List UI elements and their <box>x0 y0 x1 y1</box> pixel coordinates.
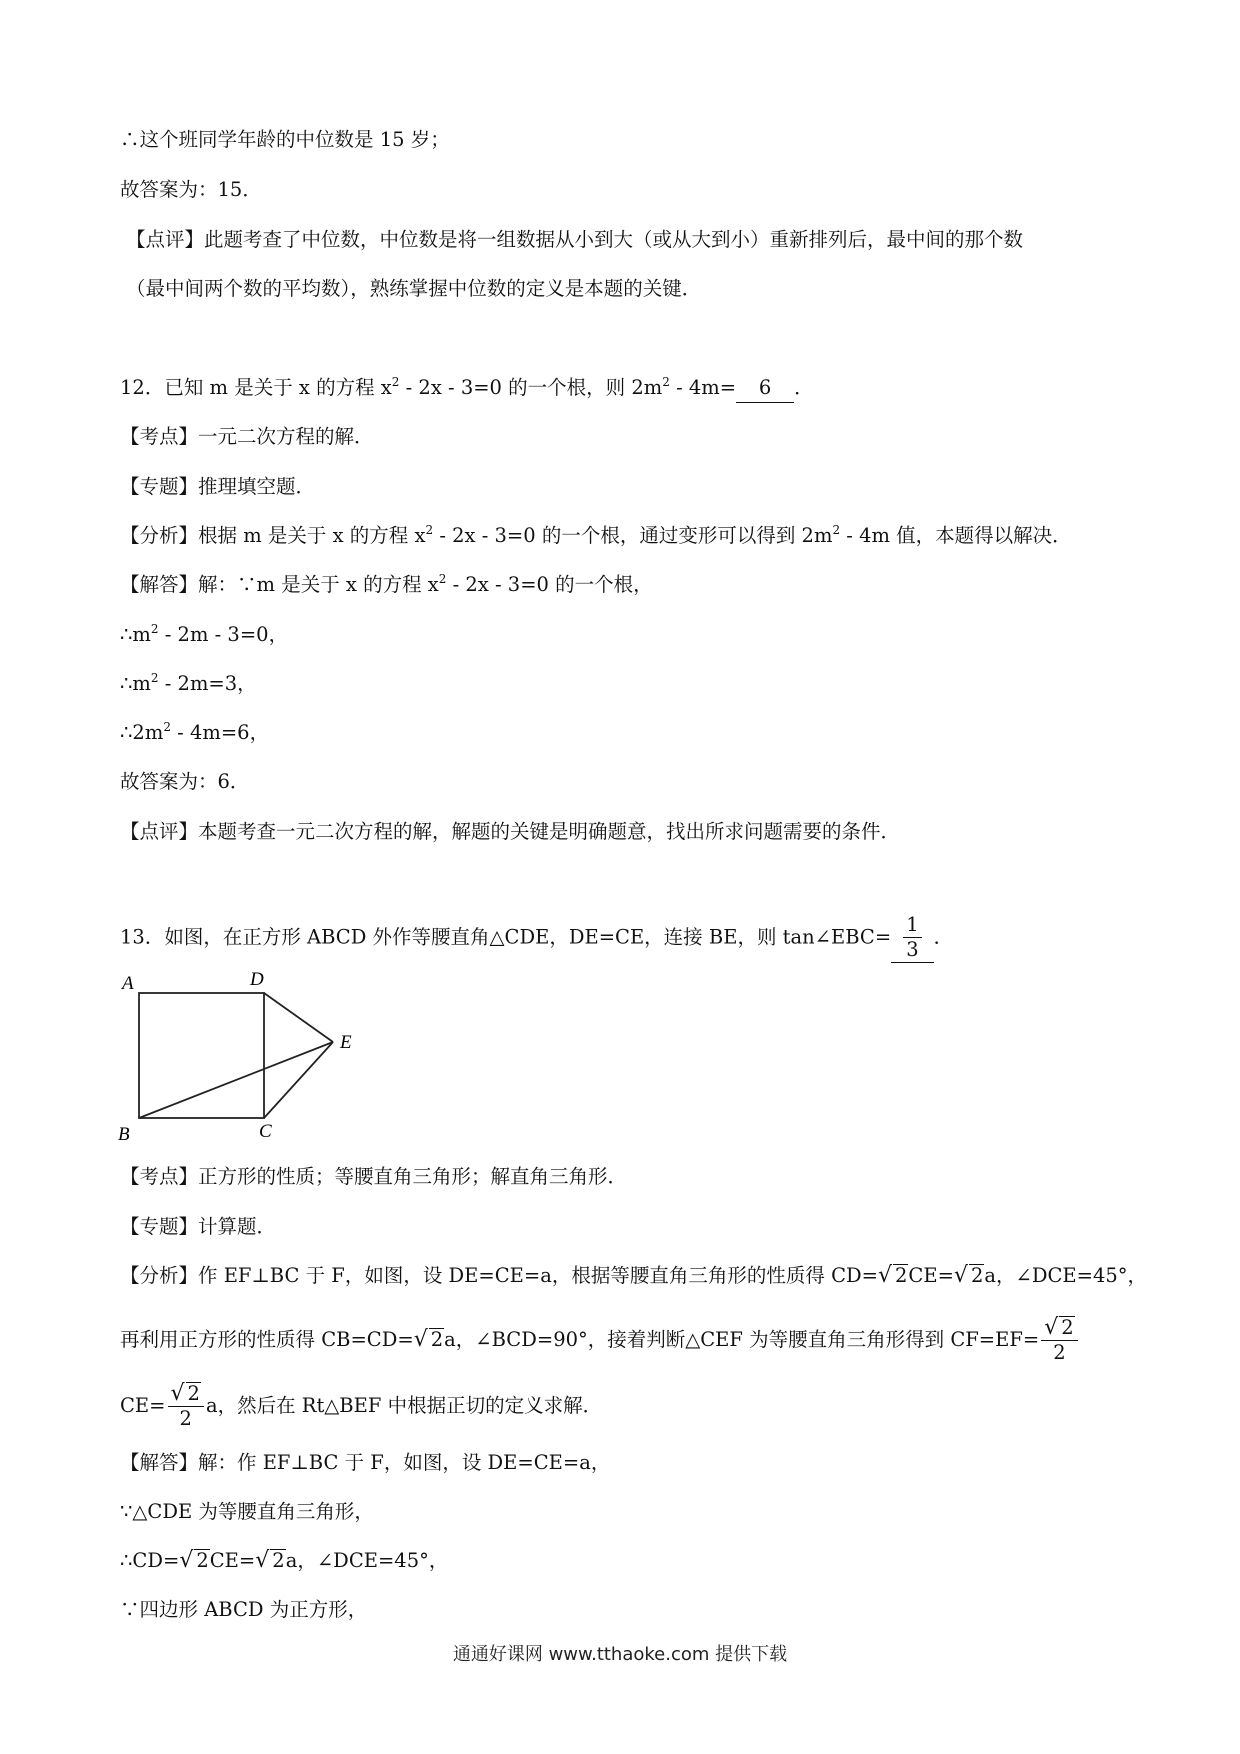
q11-answer-line: 故答案为：15． <box>120 178 262 201</box>
q13-analysis-line-1 <box>120 1262 1147 1290</box>
vertex-label-b: B <box>118 1124 130 1145</box>
q13-answer-blank <box>891 913 933 963</box>
q13-analysis-3b: a，然后在 Rt△BEF 中根据正切的定义求解． <box>205 1394 603 1417</box>
q12-answer: 故答案为：6． <box>120 770 250 793</box>
q13-kaodian: 【考点】正方形的性质；等腰直角三角形；解直角三角形． <box>120 1165 628 1188</box>
superscript: 2 <box>163 720 171 734</box>
superscript: 2 <box>425 523 434 537</box>
q12-answer-blank: 6 <box>736 374 794 403</box>
q12-step-1 <box>120 621 288 649</box>
q12-step-2 <box>120 670 257 698</box>
segment-de <box>264 993 333 1042</box>
q12-solution-a: 【解答】解：∵m 是关于 x 的方程 x <box>120 573 439 596</box>
q13-analysis-1b: CE= <box>908 1264 954 1287</box>
q12-step-3a: ∴2m <box>120 721 164 744</box>
q13-analysis-line-3 <box>120 1380 602 1432</box>
fraction-denominator: 2 <box>179 1407 192 1430</box>
sqrt-icon: √ <box>1044 1315 1059 1340</box>
q11-median-line: ∴这个班同学年龄的中位数是 15 岁； <box>120 128 450 151</box>
q12-solution-intro <box>120 571 653 599</box>
segment-ce <box>264 1042 333 1118</box>
q13-analysis-2a: 再利用正方形的性质得 CB=CD= <box>120 1328 414 1351</box>
sqrt-icon: √ <box>953 1263 968 1288</box>
radicand: 2 <box>895 1264 908 1287</box>
q12-analysis-a: 【分析】根据 m 是关于 x 的方程 x <box>120 524 426 547</box>
q12-stem-end: ． <box>794 376 814 399</box>
radicand: 2 <box>970 1264 984 1287</box>
q12-stem <box>120 374 814 403</box>
vertex-label-d: D <box>250 969 264 990</box>
q13-analysis-line-2 <box>120 1314 1080 1366</box>
q13-solution-3c: a，∠DCE=45°， <box>285 1549 449 1572</box>
square-abcd <box>139 993 264 1118</box>
radicand: 2 <box>272 1549 285 1572</box>
q12-step-2a: ∴m <box>120 672 151 695</box>
superscript: 2 <box>391 375 400 389</box>
geometry-diagram <box>112 965 372 1145</box>
superscript: 2 <box>438 572 447 586</box>
q12-stem-part-a: 12．已知 m 是关于 x 的方程 x <box>120 376 392 399</box>
radicand: 2 <box>187 1382 200 1405</box>
fraction-numerator: 1 <box>903 913 921 938</box>
sqrt-icon: √ <box>179 1548 194 1573</box>
q12-stem-part-c: - 4m= <box>669 376 737 399</box>
q13-analysis-3a: CE= <box>120 1394 166 1417</box>
square-triangle-figure <box>112 965 372 1149</box>
q13-analysis-1c: a，∠DCE=45°， <box>984 1264 1148 1287</box>
q12-analysis-b: - 2x - 3=0 的一个根，通过变形可以得到 2m <box>433 524 833 547</box>
fraction-denominator: 2 <box>1053 1341 1066 1364</box>
q12-step-1a: ∴m <box>120 623 151 646</box>
q12-solution-b: - 2x - 3=0 的一个根， <box>446 573 653 596</box>
superscript: 2 <box>150 671 159 685</box>
sqrt-icon: √ <box>877 1263 892 1288</box>
vertex-label-e: E <box>340 1032 352 1053</box>
page-footer: 通通好课网 www.tthaoke.com 提供下载 <box>452 1644 788 1665</box>
q12-stem-part-b: - 2x - 3=0 的一个根，则 2m <box>399 376 663 399</box>
q13-solution-3a: ∴CD= <box>120 1549 180 1572</box>
q13-solution-line-3 <box>120 1547 448 1575</box>
q12-step-3b: - 4m=6， <box>170 721 270 744</box>
sqrt-icon: √ <box>170 1381 185 1406</box>
fraction-sqrt2-over-2 <box>1041 1316 1077 1365</box>
q13-analysis-2b: a，∠BCD=90°，接着判断△CEF 为等腰直角三角形得到 CF=EF= <box>444 1328 1040 1351</box>
fraction-one-third <box>903 913 921 962</box>
q11-comment-line-1: 【点评】此题考查了中位数，中位数是将一组数据从小到大（或从大到小）重新排列后，最中间的那个数 <box>126 228 1024 251</box>
q12-step-1b: - 2m - 3=0， <box>158 623 289 646</box>
vertex-label-c: C <box>259 1121 272 1142</box>
q12-zhuanti: 【专题】推理填空题． <box>120 475 316 498</box>
q13-stem-end: ． <box>933 925 954 949</box>
q12-comment: 【点评】本题考查一元二次方程的解，解题的关键是明确题意，找出所求问题需要的条件． <box>120 820 901 843</box>
q13-solution-line-2: ∵△CDE 为等腰直角三角形， <box>120 1500 374 1523</box>
radicand: 2 <box>196 1549 209 1572</box>
fraction-denominator: 3 <box>906 938 919 961</box>
segment-be <box>139 1042 333 1118</box>
q13-analysis-1a: 【分析】作 EF⊥BC 于 F，如图，设 DE=CE=a，根据等腰直角三角形的性质得 CD= <box>120 1264 878 1287</box>
q13-stem-text: 13．如图，在正方形 ABCD 外作等腰直角△CDE，DE=CE，连接 BE，则 tan∠EBC= <box>120 925 892 949</box>
superscript: 2 <box>662 375 670 389</box>
fraction-numerator <box>168 1382 204 1407</box>
q11-comment-line-2: （最中间两个数的平均数），熟练掌握中位数的定义是本题的关键． <box>126 277 702 300</box>
superscript: 2 <box>832 523 841 537</box>
q12-kaodian: 【考点】一元二次方程的解． <box>120 425 374 448</box>
q13-zhuanti: 【专题】计算题． <box>120 1215 277 1238</box>
q13-solution-3b: CE= <box>209 1549 256 1572</box>
q13-solution-line-4: ∵四边形 ABCD 为正方形， <box>120 1598 368 1621</box>
vertex-label-a: A <box>122 973 134 994</box>
radicand: 2 <box>1061 1316 1074 1339</box>
q12-analysis <box>120 522 1072 550</box>
sqrt-icon: √ <box>255 1548 270 1573</box>
q12-analysis-c: - 4m 值，本题得以解决． <box>840 524 1072 547</box>
radicand: 2 <box>430 1328 444 1351</box>
sqrt-icon: √ <box>413 1327 428 1352</box>
superscript: 2 <box>150 622 159 636</box>
q12-step-3 <box>120 719 269 747</box>
fraction-sqrt2-over-2 <box>168 1382 204 1431</box>
q13-stem <box>120 913 953 963</box>
fraction-numerator <box>1041 1316 1077 1341</box>
q12-step-2b: - 2m=3， <box>158 672 257 695</box>
q13-solution-line-1: 【解答】解：作 EF⊥BC 于 F，如图，设 DE=CE=a， <box>120 1451 611 1474</box>
